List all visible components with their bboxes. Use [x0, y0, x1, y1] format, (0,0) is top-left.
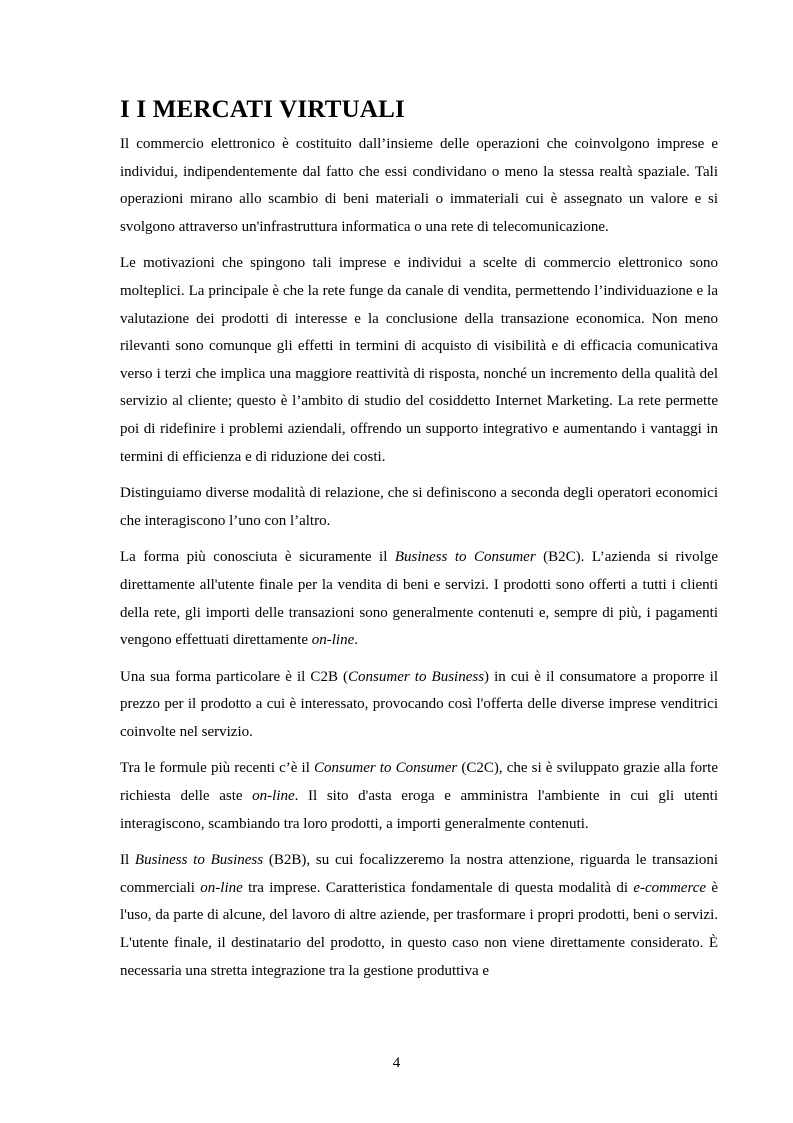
italic-term: on-line	[200, 879, 243, 896]
italic-term: Consumer to Consumer	[314, 760, 458, 777]
paragraph	[120, 755, 718, 838]
italic-term: e-commerce	[633, 879, 707, 896]
italic-term: Business to Consumer	[394, 549, 536, 566]
document-page	[120, 95, 718, 994]
paragraph	[120, 480, 718, 535]
italic-term: on-line	[252, 788, 295, 805]
paragraph	[120, 664, 718, 747]
text-segment: (C2C), che si è sviluppato grazie alla forte richiesta delle aste	[120, 760, 719, 805]
text-segment: Il commercio elettronico è costituito dall’insieme delle operazioni che coinvolgono imprese e individui, indipendentemente dal fatto che essi condividano o meno la stessa realtà spaziale. Tali operazioni mirano allo scambio di beni materiali o immateriali cui è assegnato un valore e si svolgono attraverso un'infrastruttura informatica o una rete di telecomunicazione.	[120, 136, 718, 235]
paragraph	[120, 131, 718, 241]
italic-term: on-line	[311, 632, 355, 649]
paragraph	[120, 544, 718, 654]
body-text	[120, 131, 718, 985]
text-segment: Distinguiamo diverse modalità di relazione, che si definiscono a seconda degli operatori economici che interagiscono l’uno con l’altro.	[120, 485, 718, 529]
text-segment: (B2B), su cui focalizzeremo la nostra attenzione, riguarda le transazioni commerciali	[120, 852, 718, 896]
paragraph	[120, 250, 718, 471]
italic-term: Consumer to Business	[348, 668, 485, 685]
text-segment: .	[354, 632, 358, 649]
text-segment: tra imprese. Caratteristica fondamentale di questa modalità di	[242, 879, 634, 896]
text-segment: Il	[120, 852, 135, 869]
text-segment: La forma più conosciuta è sicuramente il	[120, 549, 395, 566]
text-segment: ) in cui è il consumatore a proporre il prezzo per il prodotto a cui è interessato, provocando così l'offerta delle diverse imprese venditrici coinvolte nel servizio.	[120, 668, 718, 740]
text-segment: Le motivazioni che spingono tali imprese e individui a scelte di commercio elettronico sono molteplici. La principale è che la rete funge da canale di vendita, permettendo l’individuazione e la valutazione dei prodotti di interesse e la conclusione della transazione economica. Non meno rilevanti sono comunque gli effetti in termini di acquisto di visibilità e di efficacia comunicativa verso i terzi che implica una maggiore reattività di risposta, nonché un incremento della qualità del servizio al cliente; questo è l’ambito di studio del cosiddetto Internet Marketing. La rete permette poi di ridefinire i problemi aziendali, offrendo un supporto integrativo e aumentando i vantaggi in termini di efficienza e di riduzione dei costi.	[120, 255, 718, 465]
text-segment: è l'uso, da parte di alcune, del lavoro di altre aziende, per trasformare i propri prodotti, beni o servizi. L'utente finale, il destinatario del prodotto, in questo caso non viene direttamente considerato. È necessaria una stretta integrazione tra la gestione produttiva e	[120, 879, 719, 979]
paragraph	[120, 847, 718, 985]
page-number: 4	[392, 1055, 401, 1071]
chapter-heading: I I MERCATI VIRTUALI	[120, 96, 405, 123]
text-segment: . Il sito d'asta eroga e amministra l'ambiente in cui gli utenti interagiscono, scambiando tra loro prodotti, a importi generalmente contenuti.	[120, 788, 718, 832]
italic-term: Business to Business	[134, 852, 264, 869]
text-segment: Una sua forma particolare è il C2B (	[120, 668, 349, 685]
text-segment: (B2C). L’azienda si rivolge direttamente all'utente finale per la vendita di beni e servizi. I prodotti sono offerti a tutti i clienti della rete, gli importi delle transazioni sono generalmente contenuti e, sempre di più, i pagamenti vengono effettuati direttamente	[120, 549, 718, 649]
text-segment: Tra le formule più recenti c’è il	[120, 760, 315, 777]
